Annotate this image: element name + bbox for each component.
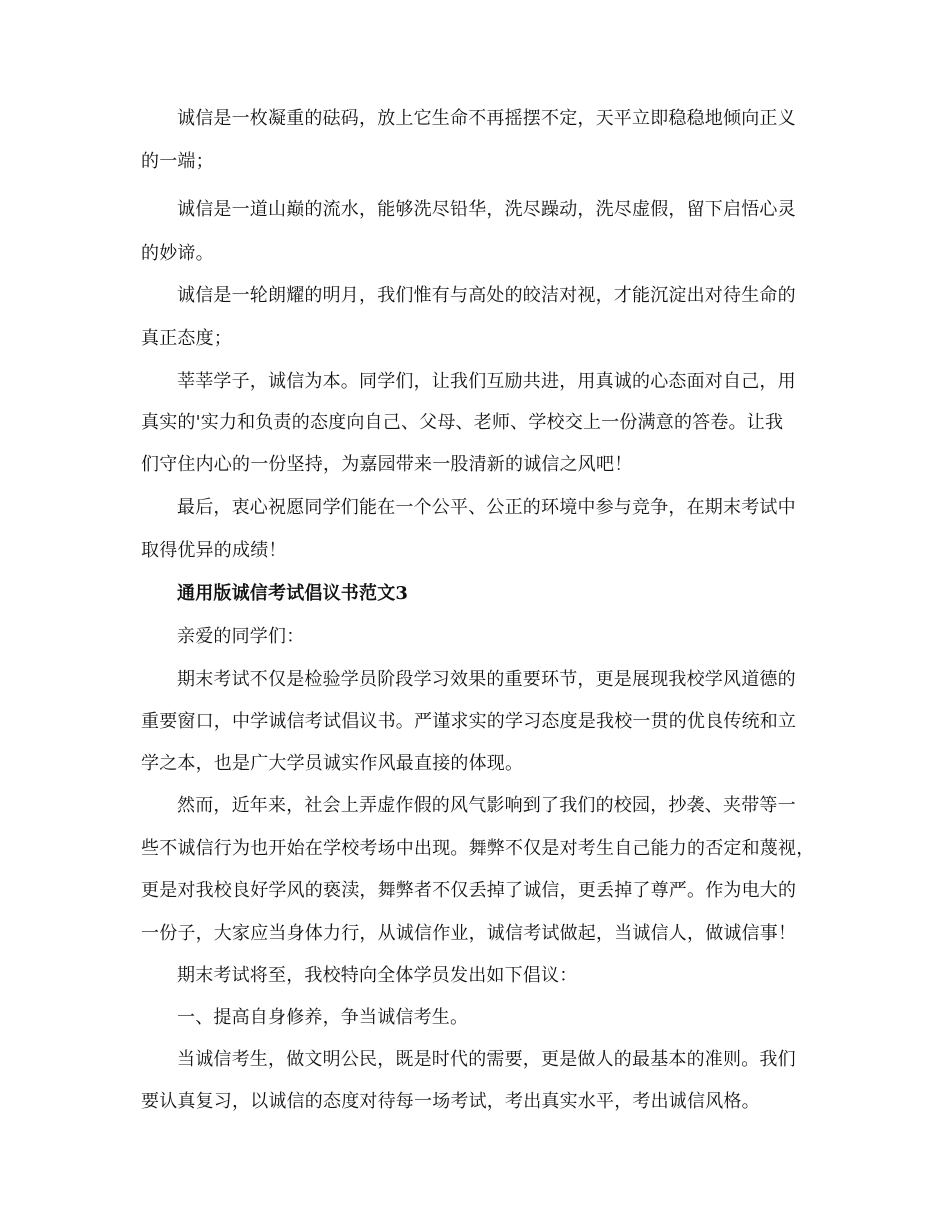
paragraph-line: 一、提高自身修养，争当诚信考生。 — [177, 1007, 469, 1028]
paragraph-line: 莘莘学子，诚信为本。同学们，让我们互励共进，用真诚的心态面对自己，用 — [177, 371, 796, 392]
salutation: 亲爱的同学们： — [177, 626, 305, 647]
paragraph-line: 然而，近年来，社会上弄虚作假的风气影响到了我们的校园，抄袭、夹带等一 — [177, 795, 796, 816]
paragraph-line: 期末考试不仅是检验学员阶段学习效果的重要环节，更是展现我校学风道德的 — [177, 669, 796, 690]
paragraph-line: 重要窗口，中学诚信考试倡议书。严谨求实的学习态度是我校一贯的优良传统和立 — [141, 711, 797, 732]
paragraph-line: 诚信是一轮朗耀的明月，我们惟有与高处的皎洁对视，才能沉淀出对待生命的 — [177, 285, 796, 306]
paragraph-line: 当诚信考生，做文明公民，既是时代的需要，更是做人的最基本的准则。我们 — [177, 1049, 796, 1070]
paragraph-line: 真实的'实力和负责的态度向自己、父母、老师、学校交上一份满意的答卷。让我 — [141, 412, 784, 433]
paragraph-line: 期末考试将至，我校特向全体学员发出如下倡议： — [177, 965, 578, 986]
paragraph-line: 的一端； — [141, 151, 214, 172]
paragraph-line: 诚信是一枚凝重的砝码，放上它生命不再摇摆不定，天平立即稳稳地倾向正义 — [177, 108, 796, 129]
section-heading: 通用版诚信考试倡议书范文3 — [177, 583, 409, 604]
paragraph-line: 的妙谛。 — [141, 243, 214, 264]
paragraph-line: 取得优异的成绩！ — [141, 540, 287, 561]
paragraph-line: 要认真复习，以诚信的态度对待每一场考试，考出真实水平，考出诚信风格。 — [141, 1091, 760, 1112]
paragraph-line: 一份子，大家应当身体力行，从诚信作业，诚信考试做起，当诚信人，做诚信事！ — [141, 923, 797, 944]
paragraph-line: 最后，衷心祝愿同学们能在一个公平、公正的环境中参与竞争，在期末考试中 — [177, 497, 796, 518]
paragraph-line: 们守住内心的一份坚持，为嘉园带来一股清新的诚信之风吧！ — [141, 454, 633, 475]
paragraph-line: 真正态度； — [141, 328, 232, 349]
paragraph-line: 学之本，也是广大学员诚实作风最直接的体现。 — [141, 753, 524, 774]
paragraph-line: 诚信是一道山巅的流水，能够洗尽铅华，洗尽躁动，洗尽虚假，留下启悟心灵 — [177, 199, 796, 220]
paragraph-line: 更是对我校良好学风的亵渎，舞弊者不仅丢掉了诚信，更丢掉了尊严。作为电大的 — [141, 880, 797, 901]
paragraph-line: 些不诚信行为也开始在学校考场中出现。舞弊不仅是对考生自己能力的否定和蔑视， — [141, 838, 815, 859]
